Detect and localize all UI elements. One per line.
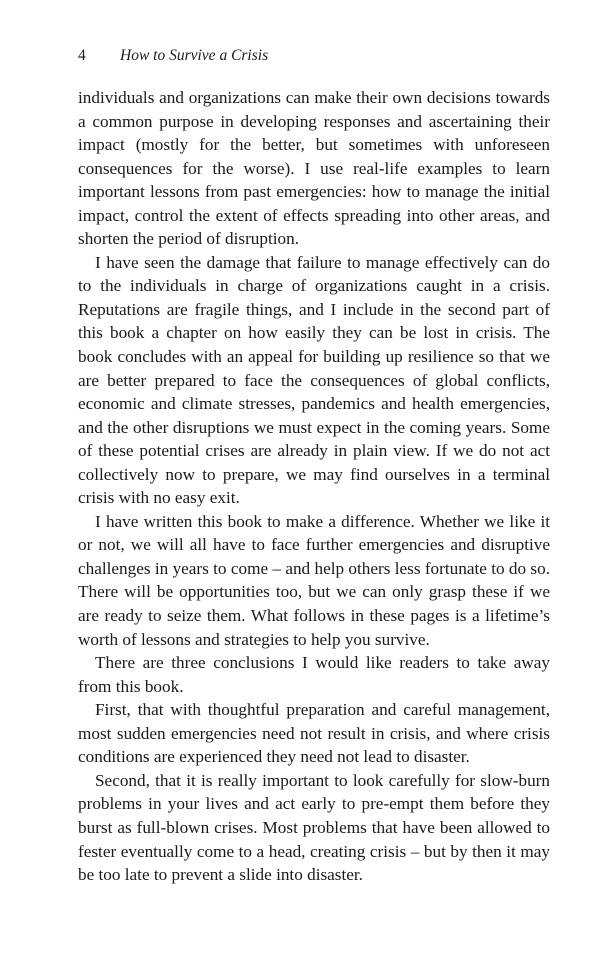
running-head: [78, 47, 268, 65]
page-number: 4: [78, 47, 86, 64]
body-text: [78, 86, 550, 887]
paragraph: I have seen the damage that failure to manage effectively can do to the individuals in charge of organizations caught in a crisis. Reputations are fragile things, and I include in the second part of this book a chapter on how easily they can be lost in crisis. The book concludes with an appeal for building up resilience so that we are better prepared to face the consequences of global conflicts, economic and climate stresses, pandemics and health emergencies, and the other disruptions we must expect in the coming years. Some of these potential crises are already in plain view. If we do not act collectively now to prepare, we may find ourselves in a terminal crisis with no easy exit.: [78, 252, 550, 508]
book-title: How to Survive a Crisis: [120, 47, 269, 64]
paragraph: I have written this book to make a difference. Whether we like it or not, we will all have to face further emergencies and disruptive challenges in years to come – and help others less fortunate to do so. There will be opportunities too, but we can only grasp these if we are ready to seize them. What follows in these pages is a lifetime’s worth of lessons and strategies to help you survive.: [78, 511, 550, 649]
paragraph: There are three conclusions I would like readers to take away from this book.: [78, 653, 550, 696]
paragraph-continued: individuals and organizations can make their own decisions towards a common purpose in developing responses and ascertaining their impact (mostly for the better, but sometimes with unforeseen consequences for the worse). I use real-life examples to learn important lessons from past emergencies: how to manage the initial impact, control the extent of effects spreading into other areas, and shorten the period of disruption.: [78, 88, 550, 249]
paragraph: Second, that it is really important to look carefully for slow-burn problems in your lives and act early to pre-empt them before they burst as full-blown crises. Most problems that have been allowed to fester eventually come to a head, creating crisis – but by then it may be too late to prevent a slide into disaster.: [78, 770, 550, 885]
paragraph: First, that with thoughtful preparation and careful management, most sudden emergencies need not result in crisis, and where crisis conditions are experienced they need not lead to disaster.: [78, 700, 550, 767]
